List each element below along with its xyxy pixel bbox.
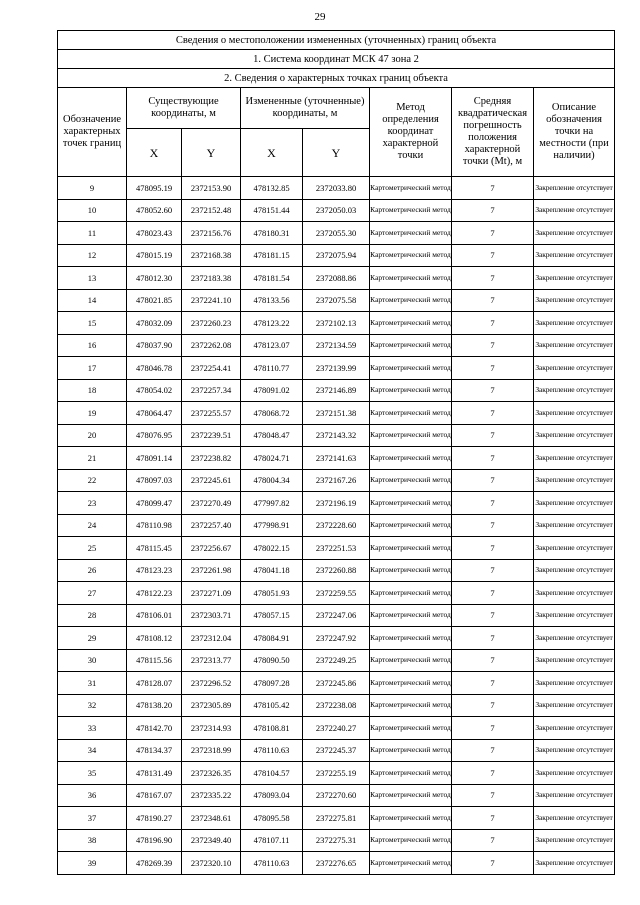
- cell-method: Картометрический метод: [370, 784, 452, 807]
- cell-changed-y: 2372033.80: [303, 177, 370, 200]
- cell-changed-x: 478105.42: [241, 694, 303, 717]
- cell-existing-x: 478128.07: [127, 672, 182, 695]
- table-row: [58, 717, 615, 740]
- cell-existing-y: 2372262.08: [182, 334, 241, 357]
- table-row: [58, 829, 615, 852]
- cell-accuracy: 7: [452, 694, 534, 717]
- cell-method: Картометрический метод: [370, 852, 452, 875]
- cell-accuracy: 7: [452, 177, 534, 200]
- cell-method: Картометрический метод: [370, 469, 452, 492]
- cell-description: Закрепление отсутствует: [534, 784, 615, 807]
- table-row: [58, 222, 615, 245]
- cell-method: Картометрический метод: [370, 537, 452, 560]
- cell-description: Закрепление отсутствует: [534, 357, 615, 380]
- cell-point-number: 29: [58, 627, 127, 650]
- cell-point-number: 21: [58, 447, 127, 470]
- cell-accuracy: 7: [452, 627, 534, 650]
- cell-existing-y: 2372296.52: [182, 672, 241, 695]
- cell-point-number: 24: [58, 514, 127, 537]
- cell-existing-y: 2372318.99: [182, 739, 241, 762]
- cell-accuracy: 7: [452, 199, 534, 222]
- table-row: [58, 424, 615, 447]
- cell-accuracy: 7: [452, 649, 534, 672]
- cell-method: Картометрический метод: [370, 289, 452, 312]
- table-row: [58, 514, 615, 537]
- table-row: [58, 852, 615, 875]
- cell-existing-y: 2372313.77: [182, 649, 241, 672]
- cell-existing-x: 478012.30: [127, 267, 182, 290]
- cell-changed-y: 2372075.58: [303, 289, 370, 312]
- cell-point-number: 26: [58, 559, 127, 582]
- cell-method: Картометрический метод: [370, 447, 452, 470]
- cell-changed-y: 2372245.86: [303, 672, 370, 695]
- cell-method: Картометрический метод: [370, 807, 452, 830]
- cell-accuracy: 7: [452, 852, 534, 875]
- cell-existing-y: 2372261.98: [182, 559, 241, 582]
- cell-changed-y: 2372151.38: [303, 402, 370, 425]
- cell-existing-x: 478064.47: [127, 402, 182, 425]
- cell-existing-x: 478123.23: [127, 559, 182, 582]
- cell-existing-x: 478037.90: [127, 334, 182, 357]
- cell-description: Закрепление отсутствует: [534, 672, 615, 695]
- cell-point-number: 11: [58, 222, 127, 245]
- cell-changed-y: 2372260.88: [303, 559, 370, 582]
- cell-point-number: 34: [58, 739, 127, 762]
- cell-existing-x: 478032.09: [127, 312, 182, 335]
- cell-description: Закрепление отсутствует: [534, 739, 615, 762]
- cell-description: Закрепление отсутствует: [534, 649, 615, 672]
- cell-existing-x: 478099.47: [127, 492, 182, 515]
- cell-accuracy: 7: [452, 514, 534, 537]
- cell-point-number: 36: [58, 784, 127, 807]
- cell-method: Картометрический метод: [370, 379, 452, 402]
- cell-accuracy: 7: [452, 469, 534, 492]
- cell-existing-y: 2372260.23: [182, 312, 241, 335]
- cell-changed-x: 478181.54: [241, 267, 303, 290]
- header-accuracy: Средняя квадратическая погрешность положения характерной точки (Mt), м: [452, 88, 534, 177]
- table-row: [58, 469, 615, 492]
- cell-accuracy: 7: [452, 717, 534, 740]
- cell-existing-y: 2372348.61: [182, 807, 241, 830]
- cell-method: Картометрический метод: [370, 829, 452, 852]
- cell-description: Закрепление отсутствует: [534, 177, 615, 200]
- cell-accuracy: 7: [452, 582, 534, 605]
- cell-method: Картометрический метод: [370, 627, 452, 650]
- cell-accuracy: 7: [452, 829, 534, 852]
- cell-existing-x: 478054.02: [127, 379, 182, 402]
- cell-accuracy: 7: [452, 379, 534, 402]
- cell-point-number: 23: [58, 492, 127, 515]
- cell-changed-x: 478104.57: [241, 762, 303, 785]
- cell-point-number: 16: [58, 334, 127, 357]
- cell-method: Картометрический метод: [370, 334, 452, 357]
- header-description: Описание обозначения точки на местности (при наличии): [534, 88, 615, 177]
- table-row: [58, 492, 615, 515]
- cell-changed-y: 2372143.32: [303, 424, 370, 447]
- cell-existing-y: 2372270.49: [182, 492, 241, 515]
- table-row: [58, 694, 615, 717]
- cell-changed-x: 478108.81: [241, 717, 303, 740]
- cell-description: Закрепление отсутствует: [534, 807, 615, 830]
- cell-accuracy: 7: [452, 424, 534, 447]
- cell-description: Закрепление отсутствует: [534, 852, 615, 875]
- cell-accuracy: 7: [452, 762, 534, 785]
- cell-description: Закрепление отсутствует: [534, 762, 615, 785]
- cell-point-number: 28: [58, 604, 127, 627]
- cell-changed-y: 2372247.06: [303, 604, 370, 627]
- cell-changed-y: 2372139.99: [303, 357, 370, 380]
- cell-accuracy: 7: [452, 807, 534, 830]
- cell-description: Закрепление отсутствует: [534, 312, 615, 335]
- cell-existing-y: 2372238.82: [182, 447, 241, 470]
- cell-accuracy: 7: [452, 244, 534, 267]
- cell-method: Картометрический метод: [370, 177, 452, 200]
- cell-point-number: 38: [58, 829, 127, 852]
- cell-existing-x: 478021.85: [127, 289, 182, 312]
- cell-changed-y: 2372228.60: [303, 514, 370, 537]
- cell-changed-x: 478133.56: [241, 289, 303, 312]
- cell-method: Картометрический метод: [370, 199, 452, 222]
- cell-changed-y: 2372088.86: [303, 267, 370, 290]
- cell-method: Картометрический метод: [370, 762, 452, 785]
- cell-changed-y: 2372251.53: [303, 537, 370, 560]
- cell-changed-x: 478095.58: [241, 807, 303, 830]
- cell-existing-x: 478269.39: [127, 852, 182, 875]
- cell-method: Картометрический метод: [370, 739, 452, 762]
- table-row: [58, 267, 615, 290]
- cell-point-number: 31: [58, 672, 127, 695]
- cell-description: Закрепление отсутствует: [534, 447, 615, 470]
- table-row: [58, 537, 615, 560]
- cell-changed-y: 2372134.59: [303, 334, 370, 357]
- cell-existing-y: 2372156.76: [182, 222, 241, 245]
- cell-existing-x: 478097.03: [127, 469, 182, 492]
- cell-changed-x: 478110.77: [241, 357, 303, 380]
- cell-existing-y: 2372271.09: [182, 582, 241, 605]
- cell-existing-y: 2372241.10: [182, 289, 241, 312]
- cell-existing-y: 2372256.67: [182, 537, 241, 560]
- cell-changed-x: 478090.50: [241, 649, 303, 672]
- cell-changed-y: 2372146.89: [303, 379, 370, 402]
- table-row: [58, 762, 615, 785]
- cell-description: Закрепление отсутствует: [534, 244, 615, 267]
- cell-existing-y: 2372335.22: [182, 784, 241, 807]
- cell-existing-y: 2372255.57: [182, 402, 241, 425]
- cell-point-number: 20: [58, 424, 127, 447]
- cell-accuracy: 7: [452, 312, 534, 335]
- cell-changed-x: 478051.93: [241, 582, 303, 605]
- header-changed-y: Y: [303, 129, 370, 177]
- cell-changed-y: 2372275.31: [303, 829, 370, 852]
- cell-existing-x: 478052.60: [127, 199, 182, 222]
- cell-changed-y: 2372245.37: [303, 739, 370, 762]
- cell-method: Картометрический метод: [370, 559, 452, 582]
- cell-accuracy: 7: [452, 492, 534, 515]
- cell-existing-y: 2372152.48: [182, 199, 241, 222]
- header-existing-x: X: [127, 129, 182, 177]
- cell-changed-x: 478123.07: [241, 334, 303, 357]
- cell-existing-x: 478138.20: [127, 694, 182, 717]
- cell-changed-y: 2372167.26: [303, 469, 370, 492]
- cell-accuracy: 7: [452, 559, 534, 582]
- cell-existing-x: 478196.90: [127, 829, 182, 852]
- cell-existing-x: 478131.49: [127, 762, 182, 785]
- cell-point-number: 35: [58, 762, 127, 785]
- cell-accuracy: 7: [452, 222, 534, 245]
- cell-existing-y: 2372320.10: [182, 852, 241, 875]
- cell-existing-x: 478122.23: [127, 582, 182, 605]
- cell-changed-y: 2372259.55: [303, 582, 370, 605]
- cell-existing-y: 2372303.71: [182, 604, 241, 627]
- cell-changed-y: 2372276.65: [303, 852, 370, 875]
- cell-changed-x: 478022.15: [241, 537, 303, 560]
- cell-existing-x: 478076.95: [127, 424, 182, 447]
- cell-point-number: 32: [58, 694, 127, 717]
- cell-method: Картометрический метод: [370, 312, 452, 335]
- cell-description: Закрепление отсутствует: [534, 604, 615, 627]
- cell-existing-y: 2372305.89: [182, 694, 241, 717]
- table-row: [58, 649, 615, 672]
- cell-description: Закрепление отсутствует: [534, 492, 615, 515]
- cell-accuracy: 7: [452, 267, 534, 290]
- cell-method: Картометрический метод: [370, 717, 452, 740]
- cell-changed-x: 478132.85: [241, 177, 303, 200]
- cell-changed-x: 478097.28: [241, 672, 303, 695]
- cell-point-number: 15: [58, 312, 127, 335]
- cell-existing-y: 2372312.04: [182, 627, 241, 650]
- cell-method: Картометрический метод: [370, 357, 452, 380]
- cell-changed-x: 478004.34: [241, 469, 303, 492]
- cell-existing-x: 478134.37: [127, 739, 182, 762]
- table-row: [58, 604, 615, 627]
- cell-method: Картометрический метод: [370, 582, 452, 605]
- cell-changed-x: 478093.04: [241, 784, 303, 807]
- cell-changed-x: 477998.91: [241, 514, 303, 537]
- cell-method: Картометрический метод: [370, 267, 452, 290]
- cell-description: Закрепление отсутствует: [534, 379, 615, 402]
- section-title: Сведения о местоположении измененных (уточненных) границ объекта: [58, 31, 615, 50]
- cell-changed-x: 478151.44: [241, 199, 303, 222]
- cell-description: Закрепление отсутствует: [534, 402, 615, 425]
- cell-changed-y: 2372275.81: [303, 807, 370, 830]
- cell-description: Закрепление отсутствует: [534, 267, 615, 290]
- cell-changed-x: 478180.31: [241, 222, 303, 245]
- cell-changed-x: 478068.72: [241, 402, 303, 425]
- cell-changed-y: 2372141.63: [303, 447, 370, 470]
- table-row: [58, 312, 615, 335]
- cell-changed-y: 2372255.19: [303, 762, 370, 785]
- cell-accuracy: 7: [452, 357, 534, 380]
- cell-method: Картометрический метод: [370, 514, 452, 537]
- table-row: [58, 402, 615, 425]
- cell-existing-x: 478142.70: [127, 717, 182, 740]
- cell-changed-x: 478110.63: [241, 739, 303, 762]
- cell-point-number: 33: [58, 717, 127, 740]
- table-row: [58, 807, 615, 830]
- cell-point-number: 27: [58, 582, 127, 605]
- cell-existing-x: 478108.12: [127, 627, 182, 650]
- cell-accuracy: 7: [452, 447, 534, 470]
- cell-existing-x: 478115.56: [127, 649, 182, 672]
- cell-method: Картометрический метод: [370, 649, 452, 672]
- cell-existing-y: 2372257.40: [182, 514, 241, 537]
- cell-changed-x: 478123.22: [241, 312, 303, 335]
- cell-existing-y: 2372257.34: [182, 379, 241, 402]
- cell-changed-y: 2372075.94: [303, 244, 370, 267]
- cell-point-number: 10: [58, 199, 127, 222]
- cell-changed-x: 477997.82: [241, 492, 303, 515]
- cell-description: Закрепление отсутствует: [534, 424, 615, 447]
- cell-description: Закрепление отсутствует: [534, 627, 615, 650]
- cell-existing-x: 478167.07: [127, 784, 182, 807]
- cell-description: Закрепление отсутствует: [534, 514, 615, 537]
- cell-description: Закрепление отсутствует: [534, 829, 615, 852]
- cell-point-number: 37: [58, 807, 127, 830]
- cell-existing-x: 478110.98: [127, 514, 182, 537]
- table-row: [58, 672, 615, 695]
- table-row: [58, 379, 615, 402]
- cell-changed-y: 2372050.03: [303, 199, 370, 222]
- table-row: [58, 784, 615, 807]
- table-row: [58, 199, 615, 222]
- cell-changed-y: 2372270.60: [303, 784, 370, 807]
- cell-existing-x: 478091.14: [127, 447, 182, 470]
- cell-changed-y: 2372196.19: [303, 492, 370, 515]
- cell-existing-x: 478046.78: [127, 357, 182, 380]
- cell-description: Закрепление отсутствует: [534, 289, 615, 312]
- cell-description: Закрепление отсутствует: [534, 559, 615, 582]
- table-row: [58, 334, 615, 357]
- cell-accuracy: 7: [452, 289, 534, 312]
- cell-description: Закрепление отсутствует: [534, 199, 615, 222]
- table-row: [58, 244, 615, 267]
- cell-point-number: 12: [58, 244, 127, 267]
- cell-accuracy: 7: [452, 334, 534, 357]
- cell-accuracy: 7: [452, 672, 534, 695]
- cell-changed-y: 2372240.27: [303, 717, 370, 740]
- table-row: [58, 289, 615, 312]
- cell-existing-x: 478015.19: [127, 244, 182, 267]
- boundary-points-table: [57, 30, 615, 875]
- cell-existing-y: 2372349.40: [182, 829, 241, 852]
- table-row: [58, 447, 615, 470]
- cell-changed-x: 478181.15: [241, 244, 303, 267]
- cell-point-number: 17: [58, 357, 127, 380]
- cell-accuracy: 7: [452, 784, 534, 807]
- cell-description: Закрепление отсутствует: [534, 717, 615, 740]
- cell-existing-x: 478106.01: [127, 604, 182, 627]
- coordinate-system-title: 1. Система координат МСК 47 зона 2: [58, 50, 615, 69]
- cell-point-number: 18: [58, 379, 127, 402]
- cell-point-number: 25: [58, 537, 127, 560]
- table-row: [58, 739, 615, 762]
- cell-description: Закрепление отсутствует: [534, 334, 615, 357]
- cell-method: Картометрический метод: [370, 424, 452, 447]
- page-number: 29: [314, 11, 326, 23]
- cell-method: Картометрический метод: [370, 222, 452, 245]
- cell-method: Картометрический метод: [370, 492, 452, 515]
- cell-point-number: 30: [58, 649, 127, 672]
- cell-point-number: 22: [58, 469, 127, 492]
- cell-existing-x: 478023.43: [127, 222, 182, 245]
- cell-changed-y: 2372102.13: [303, 312, 370, 335]
- cell-description: Закрепление отсутствует: [534, 694, 615, 717]
- cell-existing-y: 2372254.41: [182, 357, 241, 380]
- cell-accuracy: 7: [452, 402, 534, 425]
- cell-existing-y: 2372153.90: [182, 177, 241, 200]
- cell-existing-y: 2372239.51: [182, 424, 241, 447]
- header-existing-y: Y: [182, 129, 241, 177]
- cell-changed-y: 2372249.25: [303, 649, 370, 672]
- cell-changed-x: 478024.71: [241, 447, 303, 470]
- cell-method: Картометрический метод: [370, 402, 452, 425]
- table-row: [58, 177, 615, 200]
- table-row: [58, 559, 615, 582]
- cell-changed-x: 478057.15: [241, 604, 303, 627]
- cell-description: Закрепление отсутствует: [534, 537, 615, 560]
- cell-changed-x: 478048.47: [241, 424, 303, 447]
- cell-changed-y: 2372055.30: [303, 222, 370, 245]
- table-row: [58, 357, 615, 380]
- cell-changed-x: 478110.63: [241, 852, 303, 875]
- cell-changed-x: 478091.02: [241, 379, 303, 402]
- cell-point-number: 9: [58, 177, 127, 200]
- cell-accuracy: 7: [452, 604, 534, 627]
- cell-existing-y: 2372168.38: [182, 244, 241, 267]
- points-section-title: 2. Сведения о характерных точках границ объекта: [58, 69, 615, 88]
- cell-changed-y: 2372247.92: [303, 627, 370, 650]
- header-existing-coordinates: Существующие координаты, м: [127, 88, 241, 129]
- cell-method: Картометрический метод: [370, 244, 452, 267]
- cell-point-number: 39: [58, 852, 127, 875]
- cell-method: Картометрический метод: [370, 672, 452, 695]
- cell-description: Закрепление отсутствует: [534, 222, 615, 245]
- header-changed-coordinates: Измененные (уточненные) координаты, м: [241, 88, 370, 129]
- cell-changed-x: 478084.91: [241, 627, 303, 650]
- cell-existing-x: 478190.27: [127, 807, 182, 830]
- cell-point-number: 19: [58, 402, 127, 425]
- cell-accuracy: 7: [452, 537, 534, 560]
- cell-point-number: 14: [58, 289, 127, 312]
- cell-point-number: 13: [58, 267, 127, 290]
- table-row: [58, 582, 615, 605]
- cell-description: Закрепление отсутствует: [534, 582, 615, 605]
- cell-existing-y: 2372245.61: [182, 469, 241, 492]
- table-row: [58, 627, 615, 650]
- header-changed-x: X: [241, 129, 303, 177]
- cell-existing-x: 478095.19: [127, 177, 182, 200]
- cell-method: Картометрический метод: [370, 694, 452, 717]
- cell-changed-x: 478107.11: [241, 829, 303, 852]
- cell-changed-x: 478041.18: [241, 559, 303, 582]
- cell-accuracy: 7: [452, 739, 534, 762]
- cell-changed-y: 2372238.08: [303, 694, 370, 717]
- cell-existing-y: 2372314.93: [182, 717, 241, 740]
- header-point-designation: Обозначение характерных точек границ: [58, 88, 127, 177]
- cell-existing-y: 2372183.38: [182, 267, 241, 290]
- cell-existing-x: 478115.45: [127, 537, 182, 560]
- header-method: Метод определения координат характерной точки: [370, 88, 452, 177]
- cell-method: Картометрический метод: [370, 604, 452, 627]
- cell-existing-y: 2372326.35: [182, 762, 241, 785]
- cell-description: Закрепление отсутствует: [534, 469, 615, 492]
